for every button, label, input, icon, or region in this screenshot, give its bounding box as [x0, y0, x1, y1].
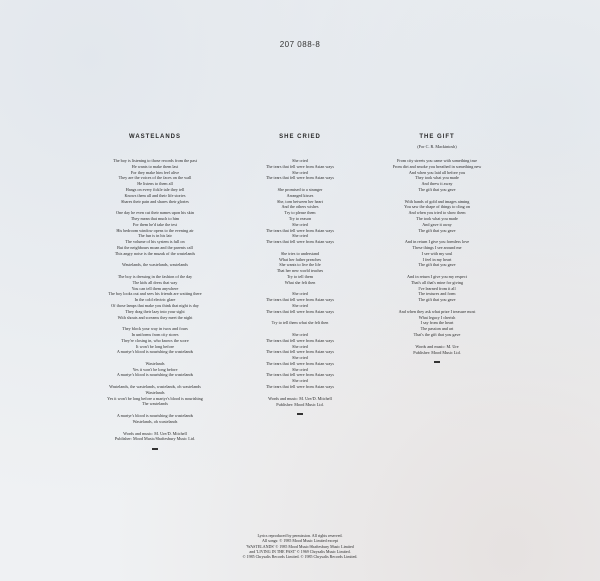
lyric-line: The took what you made — [416, 215, 458, 221]
song-credits — [342, 344, 532, 356]
lyric-line: I see with my soul — [421, 250, 453, 256]
footer-line: 'WASTELANDS' © 1985 Mood Music/Shaftesbury Music Limited — [246, 543, 354, 549]
lyric-line: They mean that much to him — [130, 215, 180, 221]
lyric-line: The tears that fell were from Asian ways — [265, 384, 335, 390]
lyric-line: And in return I give you formless love — [404, 239, 470, 245]
lyric-line: She cried — [292, 221, 308, 227]
song-lyrics — [342, 158, 532, 338]
lyric-line: Try to tell them what she felt then — [271, 320, 329, 326]
lyric-line: They drag their lazy into your sight — [125, 308, 185, 314]
lyric-line: She cried — [292, 366, 308, 372]
credit-line: Words and music: M. Ure/D. Mitchell — [268, 395, 332, 401]
lyric-line: She cried — [292, 378, 308, 384]
lyric-line: She promised to a stranger — [277, 186, 323, 192]
lyric-line: The wastelands — [142, 401, 168, 407]
lyric-line: He wants to make them last — [131, 163, 179, 169]
lyric-line: That's the gift that you gave — [413, 331, 461, 337]
lyric-line: The passion and art — [420, 326, 454, 332]
lyric-line: She cried — [292, 302, 308, 308]
lyric-line: They block your way in twos and fours — [122, 326, 188, 332]
song-title: THE GIFT — [419, 134, 455, 140]
lyric-line: And the others wishes — [281, 204, 319, 210]
credit-line: Words and music: M. Ure/D. Mitchell — [123, 430, 187, 436]
lyric-line: In the cold electric glare — [134, 297, 176, 303]
lyric-line: She cried — [292, 233, 308, 239]
lyric-line: One day he even cut their names upon his skin — [115, 210, 195, 216]
lyric-line: From city streets you came with something true — [397, 158, 477, 163]
credit-line: Publisher: Mood Music/Shaftesbury Music Ltd. — [114, 436, 196, 442]
lyric-line: And when they ask what prize I treasure most — [398, 308, 476, 314]
song-title: WASTELANDS — [129, 134, 181, 140]
footer-line: Lyrics reproduced by permission. All rights reserved. — [257, 533, 343, 538]
footer-line: © 1985 Chrysalis Records Limited. © 1985 Chrysalis Records Limited. — [242, 554, 358, 560]
lyric-line: Yes it won't be long before a martyr's blood is nourishing — [107, 395, 203, 401]
song-credits — [60, 431, 250, 443]
lyric-line: And when you laid all before you — [408, 169, 466, 175]
lyric-line: Hangs on every fickle tale they tell — [125, 186, 185, 192]
lyric-line: Knows them all and their life stories — [124, 192, 186, 198]
song-title: SHE CRIED — [279, 134, 321, 140]
lyric-line: And when you tried to show them — [408, 210, 466, 216]
song-credits — [205, 396, 395, 408]
lyric-line: Wastelands, the wastelands, wastelands — [121, 262, 189, 268]
end-mark — [297, 413, 303, 414]
lyric-line: These things I see around me — [412, 244, 462, 250]
lyric-line: She, torn between her heart — [277, 198, 323, 204]
lyric-line: Try to reason — [288, 215, 312, 221]
copyright-footer — [0, 533, 600, 559]
catalog-number: 207 088-8 — [279, 40, 321, 49]
lyric-line: The kids all dress that way — [132, 279, 178, 285]
lyric-line: The gift that you gave — [418, 227, 456, 233]
lyric-line: I feel in my heart — [422, 256, 452, 262]
lyric-line: She wants to live the life — [279, 262, 321, 268]
end-mark — [434, 361, 440, 362]
footer-line: and 'LIVING IN THE PAST' © 1969 Chrysalis Music Limited. — [249, 548, 351, 554]
lyric-line: The tears that fell were from Asian ways — [265, 163, 335, 169]
lyric-line: The tears that fell were from Asian ways — [265, 337, 335, 343]
lyric-line: A martyr's blood is nourishing the wastelands — [116, 372, 194, 378]
lyric-line: I say from the heart — [420, 320, 454, 326]
lyric-line: Yes it won't be long before — [132, 366, 178, 372]
lyric-line: You can tell them anywhere — [131, 285, 179, 291]
lyric-line: For them he'd take the test — [132, 221, 178, 227]
lyric-line: The tears that fell were from Asian ways — [265, 308, 335, 314]
lyric-line: The boy is dressing in the fashion of the day — [117, 273, 193, 279]
lyric-line: A martyr's blood is nourishing the wastelands — [116, 349, 194, 355]
lyric-line: For they make him feel alive — [130, 169, 180, 175]
lyric-line: The gift that you gave — [418, 186, 456, 192]
lyric-line: She cried — [292, 331, 308, 337]
lyric-line: With shouts and screams they meet the night — [117, 314, 193, 320]
lyric-line: She cried — [292, 158, 308, 163]
lyric-line: The tears that fell were from Asian ways — [265, 297, 335, 303]
lyric-line: The tears that fell were from Asian ways — [265, 227, 335, 233]
lyric-line: They are the voices of the faces on the wall — [118, 175, 192, 181]
lyric-line: She cried — [292, 355, 308, 361]
lyric-line: But the neighbours moan and the parents call — [117, 244, 193, 250]
lyric-line: That her new world teaches — [276, 268, 324, 274]
lyric-line: From dirt and smoke you breathed in something new — [392, 163, 482, 169]
lyric-line: The tears that fell were from Asian ways — [265, 175, 335, 181]
lyric-line: The volume of his system is full on — [125, 239, 185, 245]
lyric-line: And threw it away — [421, 181, 453, 187]
lyric-line: The textures and form — [418, 291, 456, 297]
lyric-line: The boy is listening to those records from the past — [113, 158, 197, 163]
lyric-line: Try to please them — [284, 210, 316, 216]
lyric-line: The tears that fell were from Asian ways — [265, 349, 335, 355]
lyric-line: A martyr's blood is nourishing the wastelands — [116, 413, 194, 419]
lyric-line: They're closing in, who knows the score — [121, 337, 189, 343]
lyric-line: He listens to them all — [137, 181, 173, 187]
lyric-line: She cried — [292, 291, 308, 297]
lyric-line: The gift that you gave — [418, 262, 456, 268]
lyric-line: It won't be long before — [136, 343, 174, 349]
lyric-line: Wastelands, the wastelands, wastelands, oh wastelands — [109, 384, 201, 390]
lyric-line: The tears that fell were from Asian ways — [265, 372, 335, 378]
lyric-line: She tries to understand — [280, 250, 320, 256]
lyric-line: The boy looks out and sees his friends are waiting there — [108, 291, 202, 297]
lyric-line: She cried — [292, 169, 308, 175]
lyric-line: They took what you made — [415, 175, 459, 181]
song-column-the-gift — [342, 134, 532, 363]
credit-line: Publisher: Mood Music Ltd. — [413, 349, 461, 355]
lyric-line: In uniforms from city stores — [131, 331, 179, 337]
lyric-line: Shares their pain and shares their glories — [121, 198, 189, 204]
lyric-line: The gift that you gave — [418, 297, 456, 303]
song-subtitle: (For C. R. Mackintosh) — [417, 144, 457, 149]
lyric-line: His bedroom window opens to the evening air — [116, 227, 194, 233]
lyric-line: Wastelands — [145, 360, 165, 366]
lyric-line: And gave it away — [422, 221, 452, 227]
lyric-line: This angry noise is the muzak of the wastelands — [114, 250, 196, 256]
lyric-line: Wastelands, oh wastelands — [132, 418, 178, 424]
lyric-line: What legacy I cherish — [418, 314, 456, 320]
end-mark — [152, 448, 158, 449]
lyric-line: What she felt then — [284, 279, 316, 285]
lyric-line: Arranged kisses — [286, 192, 314, 198]
lyric-line: She cried — [292, 343, 308, 349]
lyric-line: Wastelands — [145, 389, 165, 395]
lyric-line: I've learned from it all — [418, 285, 456, 291]
lyric-line: The fun is in his lair — [138, 233, 172, 239]
lyric-line: The tears that fell were from Asian ways — [265, 239, 335, 245]
lyric-line: You saw the shape of things to cling on — [404, 204, 470, 210]
lyric-line: What her father preaches — [279, 256, 321, 262]
lyric-line: Try to tell them — [286, 273, 314, 279]
lyric-line: The tears that fell were from Asian ways — [265, 360, 335, 366]
credit-line: Publisher: Mood Music Ltd. — [276, 401, 324, 407]
lyric-line: Of those lamps that make you think that night is day — [111, 302, 199, 308]
credit-line: Words and music: M. Ure — [415, 343, 459, 349]
footer-line: All songs: © 1985 Mood Music Limited except — [261, 538, 339, 544]
lyric-line: That's all that's mine for giving — [410, 279, 464, 285]
lyric-line: With hands of gold and images aiming — [404, 198, 470, 204]
lyric-line: And in return I give you my respect — [407, 273, 467, 279]
